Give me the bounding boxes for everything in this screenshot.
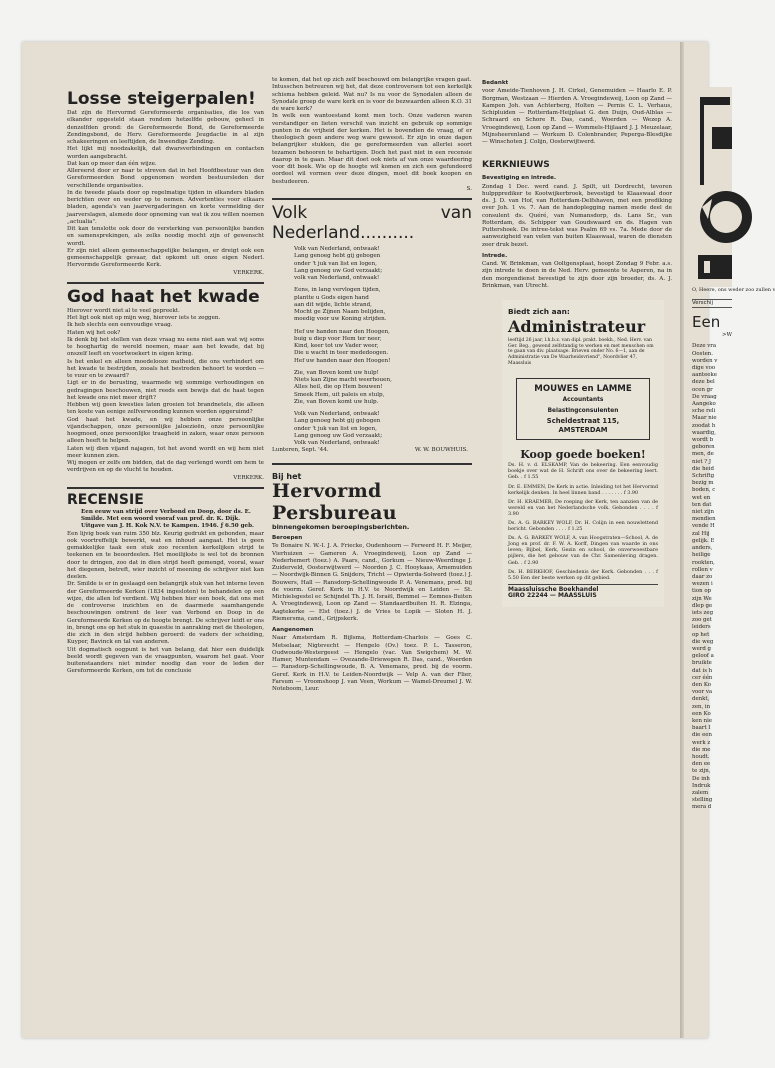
section-heading: Bevestiging en intrede. (482, 175, 557, 182)
text-fragment-line: men, de (692, 451, 714, 458)
text-fragment-line: denkt, (692, 696, 710, 703)
text-fragment-line: sche reli (692, 408, 716, 415)
poem-line: Eens, in lang vervlogen tijden, (294, 287, 381, 294)
review-continued (272, 77, 472, 193)
poem-place: Lunteren, Sept. '44. (272, 447, 329, 454)
divider (272, 463, 472, 465)
paragraph: Hebben wij geen kwesties laten groeien tot brandnetels, die alleen ten koste van eenige zelfverwonding kunnen worden opgeruimd? (67, 402, 264, 416)
text-fragment-line: zoodat h (692, 422, 716, 429)
paragraph: Een lijvig boek van ruim 350 blz. Keurig gedrukt en gebonden, maar ook voortreffelijk bewerkt, wat en inhoud aangaat. Het is geen gemakkelijke taak een stuk zoo recenten kerkelijken strijd te teekenen en te beoordeelen. Het moeilijkste is wel tot de bronnen door te dringen, zoo dat in dien strijd heeft gemengd, vooral, waar het diegenen, betreft, wier inzicht of meening de schrijver niet kan deelen. (67, 530, 264, 580)
text-fragment-line: deze bel (692, 379, 715, 386)
subhead-fragment: >W (721, 332, 732, 339)
advertisement-administrateur (502, 300, 664, 607)
paragraph: Hierover wordt niet al te veel gepreekt. (67, 307, 180, 314)
text-fragment-line: iets zeg (692, 609, 714, 616)
poem-line: Volk van Nederland, ontwaak! (294, 246, 380, 252)
paragraph: Er zijn niet alleen gemeenschappelijke belangen, er dreigt ook een gemeenschappelijk gevaar, dat opkomt uit onze eigen Nederl. Hervormde Gereformeerde Kerk. (67, 247, 264, 269)
text-fragment-line: niet zijn (692, 509, 714, 516)
section-heading: Bedankt (482, 80, 509, 86)
article-body-recensie (67, 531, 264, 676)
section-heading: Intrede. (482, 252, 508, 259)
poem-line: Die u wacht in teer mededoogen. (294, 350, 389, 357)
text-fragment-line: bezig m (692, 480, 714, 487)
poem-line: Smeek Hem, uit paleis en stulp, (294, 391, 385, 398)
column-3 (482, 72, 672, 607)
book-entry: Ds. A. G. BARKEY WOLF, Dr. H. Colijn in een nouwlettend bericht. Gebonden . . . . f 1.25 (508, 519, 658, 533)
text-fragment-line: cer één (692, 674, 713, 681)
text-fragment-line: waardig, (692, 429, 716, 436)
text-fragment-line: Indruk (692, 782, 711, 789)
pers-prefix: Bij het (272, 471, 302, 481)
paragraph: Laten wij dien vijand najagen, tot het avond wordt en wij hem niet meer kunnen zien. (67, 445, 264, 459)
paragraph: Naar Amsterdam R. Bijlsma, Rotterdam-Charlois — Goes C. Metselaar, Nigtevecht — Hengelo (Ov.) toez. P. L. Tasseron, Oudwoude-Westergeest — Hengelo (vac. Van Swigchem) M. W. Hamer, Muntendam — Ovezande-Driewegen R. Das, cand., Woerden — Ransdorp-Schellingwoude, B. A. Venemans, pred. bij de voorm. Geref. Kerk in H.V. te Leiden-Noordwijk — Velp A. van der Flier, Farsum — Vroomshoop J. van Veen, Workum — Wamel-Dreumel J. W. Noteboom, Leur. (272, 635, 472, 692)
paragraph: te komen, dat het op zich zelf beschouwd om belangrijke vragen gaat. (272, 77, 472, 83)
paragraph: voor Ameide-Tienhoven J. H. Cirkel, Genemuiden — Haarlo E. P. Borgman, Westzaan — Hierden A. Vroegindeweij, Loon op Zand — Kampen Joh. van Achterberg, Holten — Pernis C. L. Verhaus, Schipluiden — Rotterdam-Heijplaat G. den Duijn, Oud-Alblas — Schraard en Schore R. Das, cand., Woerden — Wezep A. Vroegindeweij, Loon op Zand — Wommels-Hijlaard J. J. Meuzelaar, Mijnsheerenland — Workum D. Colenbrander, Peperga-Blesdijke — Winschoten J. Colijn, Oosterwijtwerd. (482, 88, 672, 145)
text-fragment-line: worden v (692, 357, 718, 364)
text-fragment-line: den ee (692, 761, 711, 768)
persbureau-subtitle: binnengekomen beroepingsberichten. (272, 522, 410, 531)
poem-line: Volk van Nederland, ontwaak! (294, 411, 380, 417)
kerknieuws-heading: KERKNIEUWS (482, 160, 550, 171)
poem-stanza (294, 246, 472, 282)
book-entry: Ds. H. v. d. ELSKAMP, Van de bekeering. Een eenvoudig boekje over wat de H. Schrift ons over de bekeering leert. Geb. . f 1.55 (508, 462, 658, 481)
persbureau-header (272, 473, 472, 532)
text-fragment-line: wordt b (692, 437, 714, 444)
column-1 (67, 72, 264, 676)
poem-line: onder 't juk van list en logen, (294, 260, 377, 267)
text-fragment-line: te zijn, (692, 768, 711, 775)
paragraph: Dat zijn de Hervormd Gereformeerde organisaties, die los van elkander opgesteld staan rondom hetzelfde gebouw, gehecl in denzelfden grond: de Gereformeerde Bond, de Gereformeerde Zendingsbond, de Herv. Gereformeerde Jeugdactie in al zijn schakeeringen en leeftijden, de Inwendige Zending. (67, 110, 264, 145)
paragraph: Te Bonaire N. W.-I. J. A. Friecke, Oudenhoorn — Ferwerd H. F. Meijer, Vierhuizen — Gameren A. Vroegindeweij, Loon op Zand — Nederhemert (toez.) A. Paars, cand., Gorkum — Nieuw-Weerdinge J. Zuiderveld, Oosterwijtwerd — Noorden J. C. Hooykaas, Arnemuiden — Noordwijk-Binnen G. Snijders, Tricht — Opwierda-Solwerd (toez.) J. Bouwers, Hall — Ransdorp-Schellingwoude P. A. Venemans, pred. bij de voorm. Geref. Kerk in H.V. te Noordwijk en Leiden — St. Michielsgestel ec Schijndel Th. J. H. Israël, Bemmel — Eemnes-Buiten A. Vroegindeweij, Loon op Zand — Standaardbuiten H. R. Elzinga, Aagtekerke — Elst (toez.) J. de Vries te Lopik — Sloten H. J. Riemersma, cand., Grijpskerk. (272, 543, 472, 622)
text-fragment-line: die een (692, 732, 712, 739)
paragraph: In de tweede plaats door op regelmatige tijden in elkanders bladen berichten over en weder op te nemen. Advertenties voor elkaars bladen, agenda's van jaarvergaderingen en korte vermelding der jaarverslagen, alsmede door opneming van wat ik zou willen noemen „actualia". (67, 189, 264, 225)
book-entry: Dr. E. EMMEN, De Kerk in actie. Inleiding tot het Hervormd kerkelijk denken. In heel linnen band . . . . . . . f 3.90 (508, 483, 658, 496)
paragraph: In welk een wantoestand komt men toch. Onze vaderen waren verstandiger en lieten verschil van inzicht en gebruik op sommige punten in de vrijheid der kerken. Het is bovendien de vraag, of er theologisch geen andere weg ware geweest. Er zijn in onze dagen belangrijker stukken, die ge gereformeerden van allerlei soort tezamen behooren te behartigen. Doch het past niet in een recensie daarop in te gaan. Maar dit doet ook niets af van onze waardeering voor dit boek. Wie op de hoogte wil komen en zich een gefundeerd oordeel wil vormen over deze dingen, moet dit boek koopen en bestudeeren. (272, 113, 472, 185)
persbureau-title: Hervormd Persbureau (272, 479, 397, 524)
paragraph: Ik heb slechts een eenvoudige vraag. (67, 322, 173, 329)
text-fragments (692, 343, 732, 811)
masthead-graphic (692, 87, 732, 287)
poem-line: Hef uw handen naar den Hoogen! (294, 357, 391, 364)
text-fragment-line: anders, (692, 545, 713, 552)
caption-fragment: O, Heere, ons weder zoo zullen v (692, 287, 775, 293)
text-fragment-line: werd g (692, 645, 711, 652)
text-fragment-line: voor va (692, 689, 713, 696)
poem-line: aan dit wijde, lichte strand, (294, 301, 372, 308)
text-fragment-line: die weg (692, 638, 714, 645)
section-heading: Aangenomen (272, 627, 314, 633)
ad-heading: Biedt zich aan: (508, 307, 570, 316)
text-fragment-line: Schriftg (692, 473, 715, 480)
bookshop-giro: GIRO 22244 — MAASSLUIS (508, 591, 597, 599)
text-fragment-line: leiders (692, 624, 711, 631)
text-fragment-line: dige voo (692, 365, 716, 372)
book-entry: Dr. H. KRAEMER, De roeping der Kerk, ten aanzien van de wereld en van het Nederlandsche volk. Gebonden . . . . f 3.90 (508, 498, 658, 517)
ad-firm-name: MOUWES en LAMME (534, 384, 632, 395)
text-fragment-line: mera d (692, 804, 712, 811)
paragraph: Uit dogmatisch oogpunt is het van belang, dat hier een duidelijk beeld wordt gegeven van de vraagpunten, waarom het gaat. Voor buitenstaanders niet minder noodig dan voor de leden der Gereformeerde Kerken, om tot de conclusie (67, 646, 264, 675)
text-fragment-line: ken nie (692, 717, 713, 724)
text-fragment-line: zal Hij (692, 530, 710, 537)
text-fragment-line: zen, in (692, 703, 711, 710)
section-heading: Beroepen (272, 535, 303, 541)
paragraph: Zondag 1 Dec. werd cand. J. Spilt, uit Dordrecht, tevoren hulppprediker te Kootwijkerbroek, bevestigd te Klaaswaal door ds. J. D. van Hof, van Rotterdam-Delfshaven, met een prediking over Joh. 1 vs. 7. Aan de handoplegging namen mede deel de consulent ds. Quéré, van Numansdorp, ds. Lans Sr., van Rotterdam, ds. Schipper van Goudswaard en ds. Hagen van Puttershoek. De intree-tekst was Psalm 69 vs. 7a. Mede door de aanwezigheid van velen van buiten Klaaswaal, waren de diensten zeer druk bezet. (482, 183, 672, 248)
text-fragment-line: rollen v (692, 566, 713, 573)
poem-line: Volk van Nederland, ontwaak! (294, 440, 380, 446)
poem-line: Kind, keer tot uw Vader weer, (294, 343, 379, 349)
poem-line: onder 't juk van list en logen, (294, 425, 377, 432)
text-fragment-line: Aangeko (692, 401, 716, 408)
text-fragment-line: De vraag (692, 393, 717, 400)
paragraph: Ik denk bij het stellen van deze vraag nu eens niet aan wat wij soms te hooghartig de wereld noemen, maar aan het kwade, dat bij onszelf leeft en voortwoekert in eigen kring. (67, 336, 264, 358)
text-fragment-line: een Ko (692, 710, 711, 717)
text-fragment-line: aanteeke (692, 372, 717, 379)
ad-line: Accountants (562, 397, 604, 404)
ad-books-title: Koop goede boeken! (520, 448, 646, 462)
advertisement-mouwes-lamme (516, 378, 650, 440)
divider (67, 487, 264, 489)
ad-title: Administrateur (508, 317, 646, 337)
poem-author: W. W. BOUWHUIS. (414, 447, 468, 454)
poem-footer (272, 447, 472, 454)
text-fragment-line: geboren (692, 444, 715, 451)
text-fragment-line: wezen i (692, 581, 713, 588)
text-fragment-line: niet ? J (692, 458, 712, 465)
article-body-steigerpalen (67, 110, 264, 277)
text-fragment-line: vende H (692, 523, 715, 530)
ad-city: AMSTERDAM (558, 426, 608, 435)
paragraph: God haat het kwade, en wij hebben onze persoonlijke vijandschappen, onze persoonlijke jaloezieën, onze persoonlijke hoogmoed, onze persoonlijke traagheid in zaken, waar onze persoon alleen heeft te helpen. (67, 416, 264, 445)
paragraph: Dr. Smilde is er in geslaagd een belangrijk stuk van het interne leven der Gereformeerde Kerken (1834 ingesloten) te behandelen op een wijze, die allen lof verdient. Wij hebben hier een boek, dat ons met de controverse inzichten en de daarmede saamhangende beschouwingen omtrent de leer van Verbond en Doop in de Gereformeerde Kerken op de hoogte brengt. De schrijver leidt er ons in, brengt ons op het stuk in quaestie in aanraking met de theologen, die zich in den strijd hebben geroerd: de vaders der scheiding, Kuyper, Bavinck en tal van anderen. (67, 581, 264, 646)
paragraph: Intusschen betreuren wij het, dat deze controversen tot een kerkelijk schisma hebben geleid. Wat nu? Is nu voor de Synodalen alleen de Synodale groep de ware kerk en is voor de bezwaarden alleen K.O. 31 de ware kerk? (272, 84, 472, 112)
poem-stanza (294, 287, 472, 323)
text-fragment-line: Deze vra (692, 343, 717, 350)
text-fragment-line: rookten, (692, 559, 715, 566)
divider (67, 282, 264, 284)
ad-text: leeftijd 26 jaar, l.h.b.z. van dipl. prakt. boekh., Ned. Herv. van Ger. Beg., gewend zelfstandig te werken en met menschen om te gaan van div. plaatsage. Brieven onder No. 6—1, aan de Administratie van De Waarheidsvriend", Noordvlier 47, Maassluis (508, 338, 654, 366)
text-fragment-line: zoo get (692, 617, 712, 624)
review-lead: Een eeuw van strijd over Verbond en Doop, door ds. E. Smilde. Met een woord vooraf van prof. dr. K. Dijk. Uitgave van J. H. Kok N.V. te Kampen. 1946. ƒ 6.50 geb. (81, 508, 254, 530)
ornament-icon (692, 87, 732, 287)
ad-line: Belastingconsulenten (547, 408, 619, 415)
paragraph: Allereerst door er naar te streven dat in het Hoofdbestuur van den Gereformeerden Bond opgenomen worden bestuursleden der verschillende organisaties. (67, 168, 264, 189)
text-fragment-line: dat is h (692, 667, 713, 674)
text-fragment-line: wet en (692, 494, 711, 501)
book-entry: Ds. H. BERKHOF, Geschiedenis der Kerk. Gebonden . . . f 5.50 Een der beste werken op dit gebied. (508, 568, 658, 581)
text-fragment-line: daar zo (692, 573, 713, 580)
poem-line: Lang genoeg hebt gij gebogen (294, 418, 381, 425)
poem-stanza (294, 411, 472, 447)
article-title-recensie: RECENSIE (67, 491, 144, 508)
text-fragment-line: geloof a (692, 653, 714, 660)
text-fragment-line: heilige (692, 552, 711, 559)
text-fragment-line: Maar nie (692, 415, 717, 422)
poem-line: Lang genoeg uw God verzaakt; (294, 432, 383, 439)
text-fragment-line: stelling (692, 797, 713, 804)
poem-line: Lang genoeg hebt gij gebogen (294, 253, 381, 260)
paragraph: Is het enkel en alleen moedelooze matheid, die ons verhindert om het kwade te bestrijden, zooals het bestreden behoort te worden — te vuur en te zwaard? (67, 358, 264, 379)
paragraph: Ligt er in de berusting, waarmede wij sommige verhoudingen en gedragingen beschouwen, niet reeds een bewijs dat de haat tegen het kwade ons niet meer drijft? (67, 380, 264, 401)
paragraph: Cand. W. Brinkman, van Ooltgensplaat, hoopt Zondag 9 Febr. a.s. zijn intrede te doen in de Ned. Herv. gemeente te Asperen, na in den morgendienst bevestigd te zijn door zijn broeder, ds. A. J. Brinkman, van Utrecht. (482, 261, 672, 289)
page-fold (680, 42, 684, 1038)
text-fragment-line: Oosten. (692, 350, 713, 357)
poem-line: volk van Nederland, ontwaak! (294, 275, 380, 281)
headline-fragment: Een (692, 313, 721, 332)
poem-line: Hef uw handen naar den Hoogen, (294, 328, 390, 335)
text-fragment-line: baart I (692, 725, 711, 732)
paragraph: Het lijkt mij noodzakelijk, dat dwarsverbindingen en contacten worden aangebracht. (67, 146, 264, 160)
poem-title: Volk van Nederland.......... (272, 203, 472, 243)
poem-line: Zie, van Boven komt uw hulp. (294, 398, 379, 405)
text-fragment-line: den Ko (692, 681, 711, 688)
signature: VERKERK. (233, 269, 264, 276)
poem (272, 246, 472, 447)
article-title-kwade: God haat het kwade (67, 286, 260, 307)
book-entry: Ds. A. G. BARKEY WOLF, A. van Hoogstraten—School, A. de Jong en prof. dr. F. W. A. Korff, Dingen van waarde in ons leven; Bijbel, Kerk, Gezin en school, de onverwoestbare pijlers, die het gebouw van de Chr. Samenleving dragen. Geb. . f 2.90 (508, 535, 658, 566)
text-fragment-line: zijn We (692, 595, 712, 602)
poem-line: Zie, van Boven komt uw hulp! (294, 369, 379, 376)
text-fragment-line: gelijk. E (692, 537, 715, 544)
text-fragment-line: op het (692, 631, 710, 638)
column-4-cutoff (692, 72, 775, 812)
poem-line: buig u diep voor Hem ter neer, (294, 335, 382, 342)
poem-line: Lang genoeg uw God verzaakt; (294, 267, 383, 274)
poem-stanza (294, 370, 472, 406)
paragraph: Dat kan op meer dan één wijze. (67, 160, 157, 167)
verschijnt-fragment: Verschij (692, 299, 732, 308)
text-fragment-line: ten dat (692, 501, 712, 508)
text-fragment-line: mendien (692, 516, 716, 523)
article-title-steigerpalen: Losse steigerpalen! (67, 89, 256, 109)
paragraph: Haten wij het ook? (67, 329, 121, 336)
text-fragment-line: bruikte (692, 660, 712, 667)
paragraph: Het ligt ook niet op mijn weg, hierover iets te zeggen. (67, 315, 221, 321)
text-fragment-line: tion op (692, 588, 712, 595)
bookshop-name: Maassluissche Boekhandel (508, 584, 658, 593)
advertisement-books (508, 448, 658, 599)
divider (272, 198, 472, 200)
poem-line: Mocht ge Zijnen Naam belijden, (294, 309, 386, 315)
text-fragment-line: werk z (692, 739, 711, 746)
column-2 (272, 72, 472, 693)
text-fragment-line: De inh (692, 775, 710, 782)
paragraph: Wij mogen er zelfs om bidden, dat de dag verlengd wordt om hem te verdrijven en op de vlucht te houden. (67, 460, 264, 474)
text-fragment-line: zalem (692, 790, 709, 796)
text-fragment-line: boden, c (692, 487, 716, 494)
text-fragment-line: die heid (692, 465, 714, 472)
article-body-kwade (67, 308, 264, 482)
signature: VERKERK. (233, 474, 264, 481)
paragraph: Dit kan tenslotte ook door de versterking van persoonlijke banden en samensprekingen, als zelks noodig mocht zijn of gewenscht wordt. (67, 226, 264, 247)
signature: S. (466, 185, 472, 192)
ad-address: Scheldestraat 115, (546, 417, 620, 426)
text-fragment-line: ocen gr (692, 386, 713, 393)
poem-line: Alles heil, die op Hem bouwen! (294, 384, 383, 391)
text-fragment-line: dlep ge (692, 602, 713, 609)
text-fragment-line: houdt. (692, 753, 710, 760)
text-fragment-line: die me (692, 746, 711, 753)
poem-line: Niets kan Zijne macht weerhouen, (294, 377, 392, 383)
poem-line: plantte u Gods eigen hand (294, 294, 369, 301)
poem-line: moedig voor uw Koning strijden. (294, 316, 387, 323)
poem-stanza (294, 329, 472, 365)
newspaper-page (22, 42, 775, 1038)
